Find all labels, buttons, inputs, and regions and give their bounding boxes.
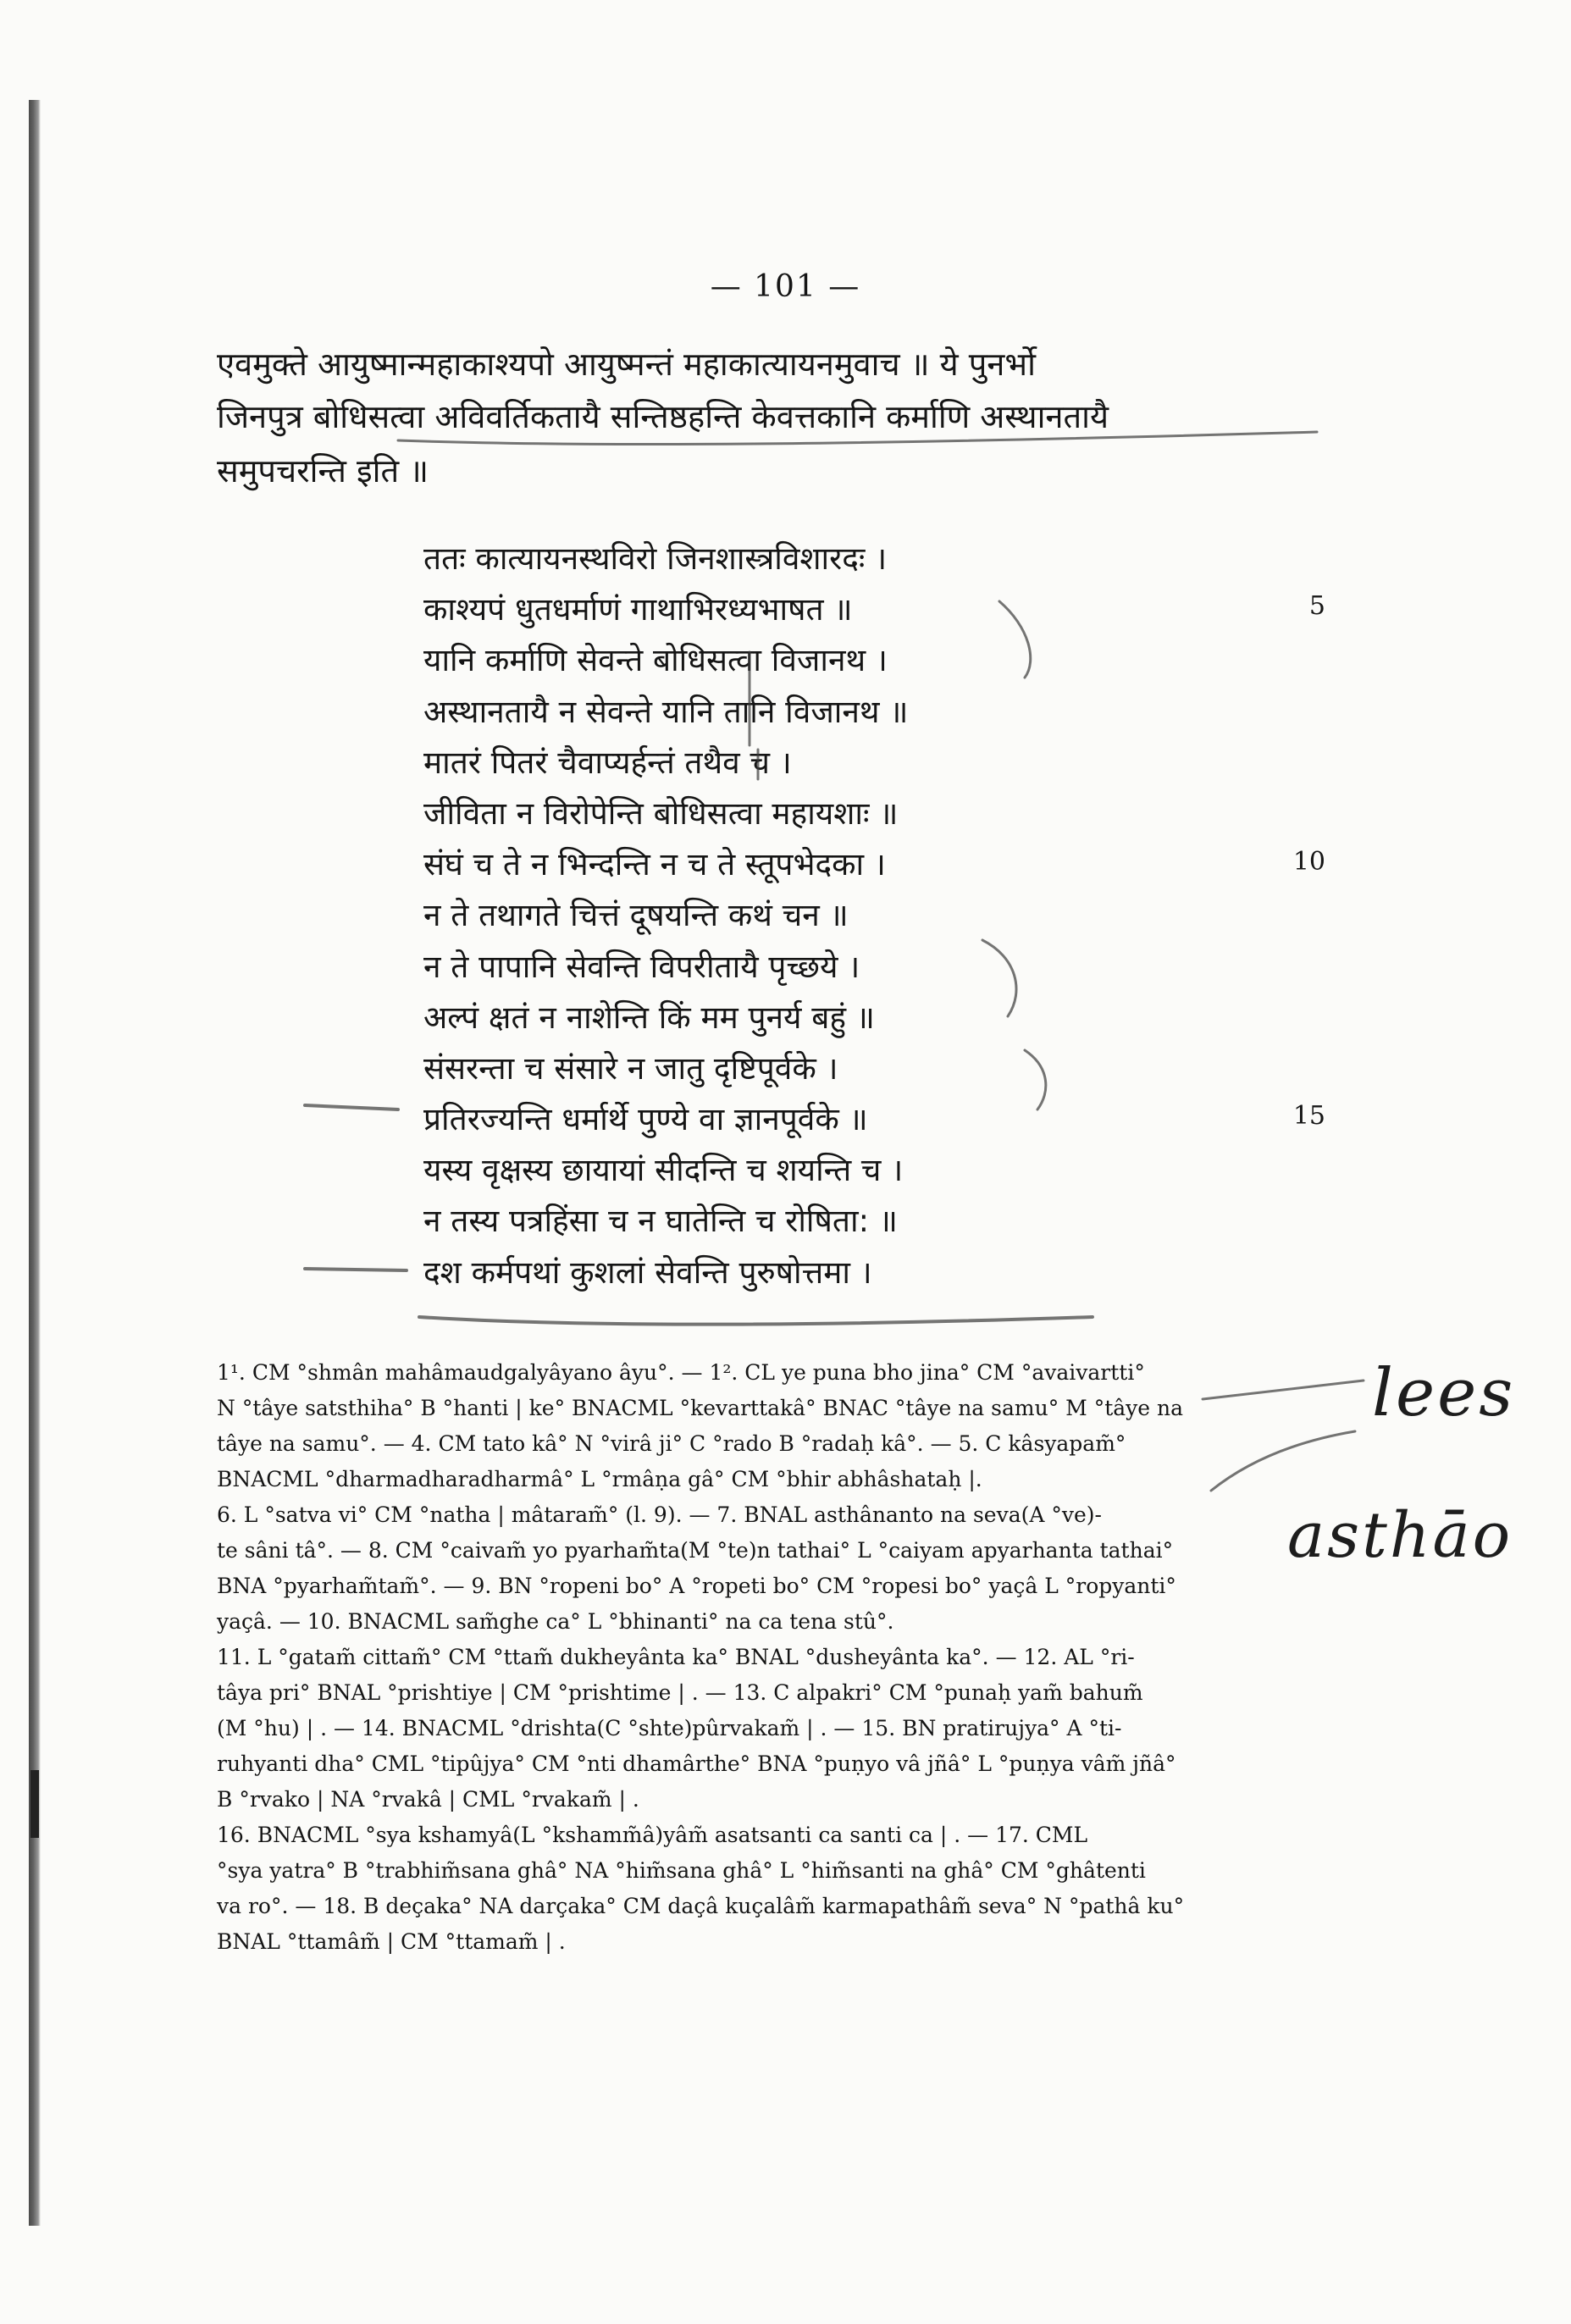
- footnote-line: tâye na samu°. — 4. CM tato kâ° N °virâ ji° C °rado B °radaḥ kâ°. — 5. C kâsyapam̃°: [217, 1431, 1126, 1456]
- verse-line: संसरन्ता च संसारे न जातु दृष्टिपूर्वके ।: [423, 1049, 838, 1087]
- footnote-line: BNACML °dharmadharadharmâ° L °rmâṇa gâ° CM °bhir abhâshataḥ |.: [217, 1467, 982, 1491]
- verse-line: संघं च ते न भिन्दन्ति न च ते स्तूपभेदका ।: [423, 846, 886, 883]
- footnote-line: tâya pri° BNAL °prishtiye | CM °prishtime | . — 13. C alpakri° CM °punaḥ yam̃ bahum̃: [217, 1680, 1143, 1705]
- verse-line: प्रतिरज्यन्ति धर्मार्थे पुण्ये वा ज्ञानपूर्वके ॥: [423, 1101, 868, 1138]
- footnote-paragraph: [217, 1497, 1318, 1640]
- verse-line: यानि कर्माणि सेवन्ते बोधिसत्वा विजानथ ।: [423, 642, 888, 679]
- verse-line: ततः कात्यायनस्थविरो जिनशास्त्रविशारदः ।: [423, 540, 888, 577]
- footnote-line: BNA °pyarham̃tam̃°. — 9. BN °ropeni bo° A °ropeti bo° CM °ropesi bo° yaçâ L °ropyanti°: [217, 1574, 1176, 1598]
- verse-line: काश्यपं धुतधर्माणं गाथाभिरध्यभाषत ॥: [423, 591, 853, 628]
- verse-line: मातरं पितरं चैवाप्यर्हन्तं तथैव च ।: [423, 744, 792, 781]
- verse-line: न ते तथागते चित्तं दूषयन्ति कथं चन ॥: [423, 897, 849, 934]
- footnote-line: 11. L °gatam̃ cittam̃° CM °ttam̃ dukheyânta ka° BNAL °dusheyânta ka°. — 12. AL °ri-: [217, 1645, 1135, 1669]
- footnote-paragraph: [217, 1640, 1318, 1818]
- footnote-line: 16. BNACML °sya kshamyâ(L °kshamm̃â)yâm̃ asatsanti ca santi ca | . — 17. CML: [217, 1823, 1088, 1847]
- verse-line: यस्य वृक्षस्य छायायां सीदन्ति च शयन्ति च ।: [423, 1152, 904, 1189]
- footnote-line: 6. L °satva vi° CM °natha | mâtaram̃° (l. 9). — 7. BNAL asthânanto na seva(A °ve)-: [217, 1502, 1102, 1527]
- line-number-10: 10: [1292, 847, 1325, 877]
- footnote-line: 1¹. CM °shmân mahâmaudgalyâyano âyu°. — 1². CL ye puna bho jina° CM °avaivartti°: [217, 1360, 1145, 1385]
- arrow-stroke: [305, 1105, 398, 1109]
- verse-line: न ते पापानि सेवन्ति विपरीतायै पृच्छये ।: [423, 948, 860, 985]
- verse-line: अल्पं क्षतं न नाशेन्ति किं मम पुनर्य बहुं ॥: [423, 999, 875, 1036]
- footnote-paragraph: [217, 1818, 1318, 1960]
- footnote-line: yaçâ. — 10. BNACML sam̃ghe ca° L °bhinanti° na ca tena stû°.: [217, 1609, 894, 1634]
- page-number: — 101 —: [710, 269, 861, 304]
- scan-edge-shadow: [29, 100, 41, 2226]
- prose-paragraph: [217, 339, 1318, 498]
- verse-line: न तस्य पत्रहिंसा च न घातेन्ति च रोषिता: ॥: [423, 1203, 898, 1240]
- footnote-paragraph: [217, 1355, 1318, 1497]
- footnote-line: N °tâye satsthiha° B °hanti | ke° BNACML °kevarttakâ° BNAC °tâye na samu° M °tâye na: [217, 1396, 1184, 1420]
- prose-line: समुपचरन्ति इति ॥: [217, 452, 429, 490]
- footnote-line: B °rvako | NA °rvakâ | CML °rvakam̃ | .: [217, 1787, 639, 1812]
- verse-line: अस्थानतायै न सेवन्ते यानि तानि विजानथ ॥: [423, 693, 909, 730]
- handwritten-note: lees: [1372, 1355, 1516, 1431]
- arrow-stroke: [305, 1269, 407, 1270]
- verse-block: [423, 534, 1118, 1298]
- footnotes: [217, 1355, 1318, 1960]
- underline-stroke: [419, 1317, 1093, 1325]
- footnote-line: te sâni tâ°. — 8. CM °caivam̃ yo pyarham̃ta(M °te)n tathai° L °caiyam apyarhanta tathai°: [217, 1538, 1174, 1563]
- prose-line: एवमुक्ते आयुष्मान्महाकाश्यपो आयुष्मन्तं महाकात्यायनमुवाच ॥ ये पुनर्भो: [217, 346, 1036, 383]
- footnote-line: ruhyanti dha° CML °tipûjya° CM °nti dhamârthe° BNA °puṇyo vâ jñâ° L °puṇya vâm̃ jñâ°: [217, 1751, 1176, 1776]
- scan-edge-mark: [30, 1770, 39, 1838]
- footnote-line: (M °hu) | . — 14. BNACML °drishta(C °shte)pûrvakam̃ | . — 15. BN pratirujya° A °ti-: [217, 1716, 1122, 1740]
- line-number-5: 5: [1308, 591, 1325, 621]
- verse-line: जीविता न विरोपेन्ति बोधिसत्वा महायशाः ॥: [423, 794, 899, 832]
- footnote-line: °sya yatra° B °trabhim̃sana ghâ° NA °him̃sana ghâ° L °him̃santi na ghâ° CM °ghâtenti: [217, 1858, 1146, 1883]
- line-number-15: 15: [1292, 1101, 1325, 1131]
- prose-line: जिनपुत्र बोधिसत्वा अविवर्तिकतायै सन्तिष्ठहन्ति केवत्तकानि कर्माणि अस्थानतायै: [217, 398, 1109, 436]
- handwritten-note: asthāo: [1287, 1499, 1513, 1572]
- footnote-line: va ro°. — 18. B deçaka° NA darçaka° CM daçâ kuçalâm̃ karmapathâm̃ seva° N °pathâ ku°: [217, 1894, 1185, 1918]
- verse-line: दश कर्मपथां कुशलां सेवन्ति पुरुषोत्तमा ।: [423, 1253, 872, 1291]
- footnote-line: BNAL °ttamâm̃ | CM °ttamam̃ | .: [217, 1929, 566, 1954]
